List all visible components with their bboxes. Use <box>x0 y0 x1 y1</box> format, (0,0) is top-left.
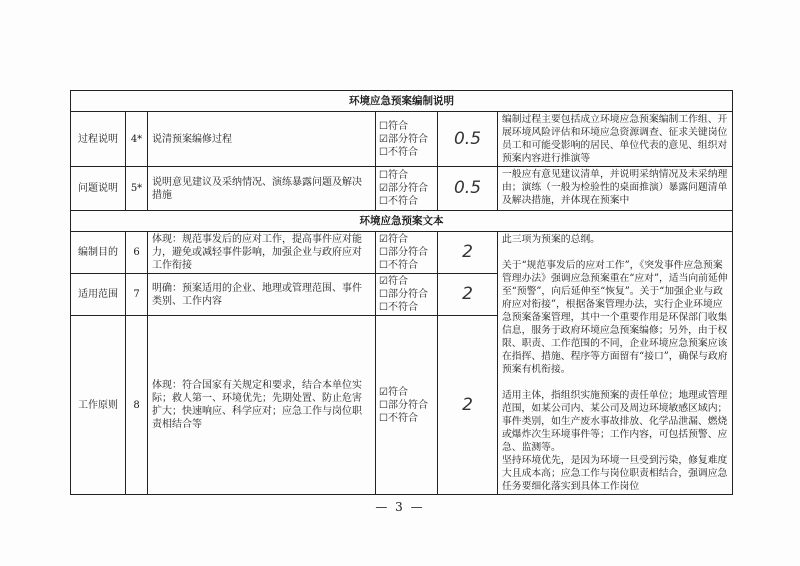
table-row <box>71 112 733 167</box>
handwritten-score: 2 <box>438 316 498 495</box>
item-name: 问题说明 <box>71 167 126 211</box>
rating-options <box>376 232 438 274</box>
option-nonconform[interactable]: ☐不符合 <box>379 260 418 272</box>
note-paragraph: 此三项为预案的总纲。 <box>502 234 600 245</box>
option-partial[interactable]: ☐部分符合 <box>379 247 428 259</box>
item-number: 7 <box>126 274 148 316</box>
rating-options <box>376 167 438 211</box>
handwritten-score: 2 <box>438 232 498 274</box>
handwritten-score: 0.5 <box>438 112 498 167</box>
option-partial[interactable]: ☑部分符合 <box>379 183 428 194</box>
review-form-table <box>70 90 733 495</box>
section-title: 环境应急预案文本 <box>71 211 733 232</box>
item-name: 适用范围 <box>71 274 126 316</box>
section-header-compile <box>71 91 733 112</box>
requirement-text: 体现：符合国家有关规定和要求，结合本单位实际；救人第一、环境优先；先期处置、防止危害扩大；快速响应、科学应对；应急工作与岗位职责相结合等 <box>148 316 376 495</box>
option-conform[interactable]: ☑符合 <box>379 234 408 246</box>
item-number: 4* <box>126 112 148 167</box>
option-nonconform[interactable]: ☐不符合 <box>379 302 418 314</box>
note-paragraph: 坚持环境优先，是因为环境一旦受到污染，修复难度大且成本高；应急工作与岗位职责相结合，强调应急任务要细化落实到具体工作岗位 <box>502 455 728 492</box>
table-row <box>71 167 733 211</box>
item-number: 6 <box>126 232 148 274</box>
item-number: 5* <box>126 167 148 211</box>
handwritten-score: 2 <box>438 274 498 316</box>
option-conform[interactable]: ☐符合 <box>379 120 408 132</box>
note-paragraph: 关于“规范事发后的应对工作”，《突发事件应急预案管理办法》强调应急预案重在“应对”，适当向前延伸至“预警”，向后延伸至“恢复”。关于“加强企业与政府应对衔接”，根据备案管理办法，实行企业环境应急预案备案管理，其中一个重要作用是环保部门收集信息，服务于政府环境应急预案编修；另外，由于权限、职责、工作范围的不同，企业环境应急预案应该在指挥、措施、程序等方面留有“接口”，确保与政府预案有机衔接。 <box>502 260 728 375</box>
requirement-text: 说清预案编修过程 <box>148 112 376 167</box>
table-row <box>71 232 733 274</box>
item-name: 编制目的 <box>71 232 126 274</box>
section-title: 环境应急预案编制说明 <box>71 91 733 112</box>
option-partial[interactable]: ☐部分符合 <box>379 399 428 411</box>
note-text: 一般应有意见建议清单，并说明采纳情况及未采纳理由；演练（一般为检验性的桌面推演）暴露问题清单及解决措施，并体现在预案中 <box>498 167 733 211</box>
option-nonconform[interactable]: ☐不符合 <box>379 412 418 424</box>
option-nonconform[interactable]: ☐不符合 <box>379 146 418 158</box>
handwritten-score: 0.5 <box>438 167 498 211</box>
option-partial[interactable]: ☑部分符合 <box>379 133 428 145</box>
page-number: — 3 — <box>375 500 425 514</box>
rating-options <box>376 112 438 167</box>
requirement-text: 说明意见建议及采纳情况、演练暴露问题及解决措施 <box>148 167 376 211</box>
merged-note <box>498 232 733 495</box>
requirement-text: 体现：规范事发后的应对工作，提高事件应对能力，避免或减轻事件影响，加强企业与政府应对工作衔接 <box>148 232 376 274</box>
option-conform[interactable]: ☐符合 <box>379 170 408 181</box>
option-partial[interactable]: ☐部分符合 <box>379 289 428 301</box>
note-paragraph: 适用主体，指组织实施预案的责任单位；地理或管理范围，如某公司内、某公司及周边环境敏感区域内；事件类别，如生产废水事故排放、化学品泄漏、燃烧或爆炸次生环境事件等；工作内容，可包括预警、应急、监测等。 <box>502 390 728 453</box>
requirement-text: 明确：预案适用的企业、地理或管理范围、事件类别、工作内容 <box>148 274 376 316</box>
option-nonconform[interactable]: ☐不符合 <box>379 196 418 207</box>
section-header-text <box>71 211 733 232</box>
option-conform[interactable]: ☑符合 <box>379 276 408 288</box>
item-name: 工作原则 <box>71 316 126 495</box>
rating-options <box>376 274 438 316</box>
item-number: 8 <box>126 316 148 495</box>
note-text: 编制过程主要包括成立环境应急预案编制工作组、开展环境风险评估和环境应急资源调查、征求关键岗位员工和可能受影响的居民、单位代表的意见、组织对预案内容进行推演等 <box>498 112 733 167</box>
rating-options <box>376 316 438 495</box>
item-name: 过程说明 <box>71 112 126 167</box>
option-conform[interactable]: ☑符合 <box>379 386 408 398</box>
